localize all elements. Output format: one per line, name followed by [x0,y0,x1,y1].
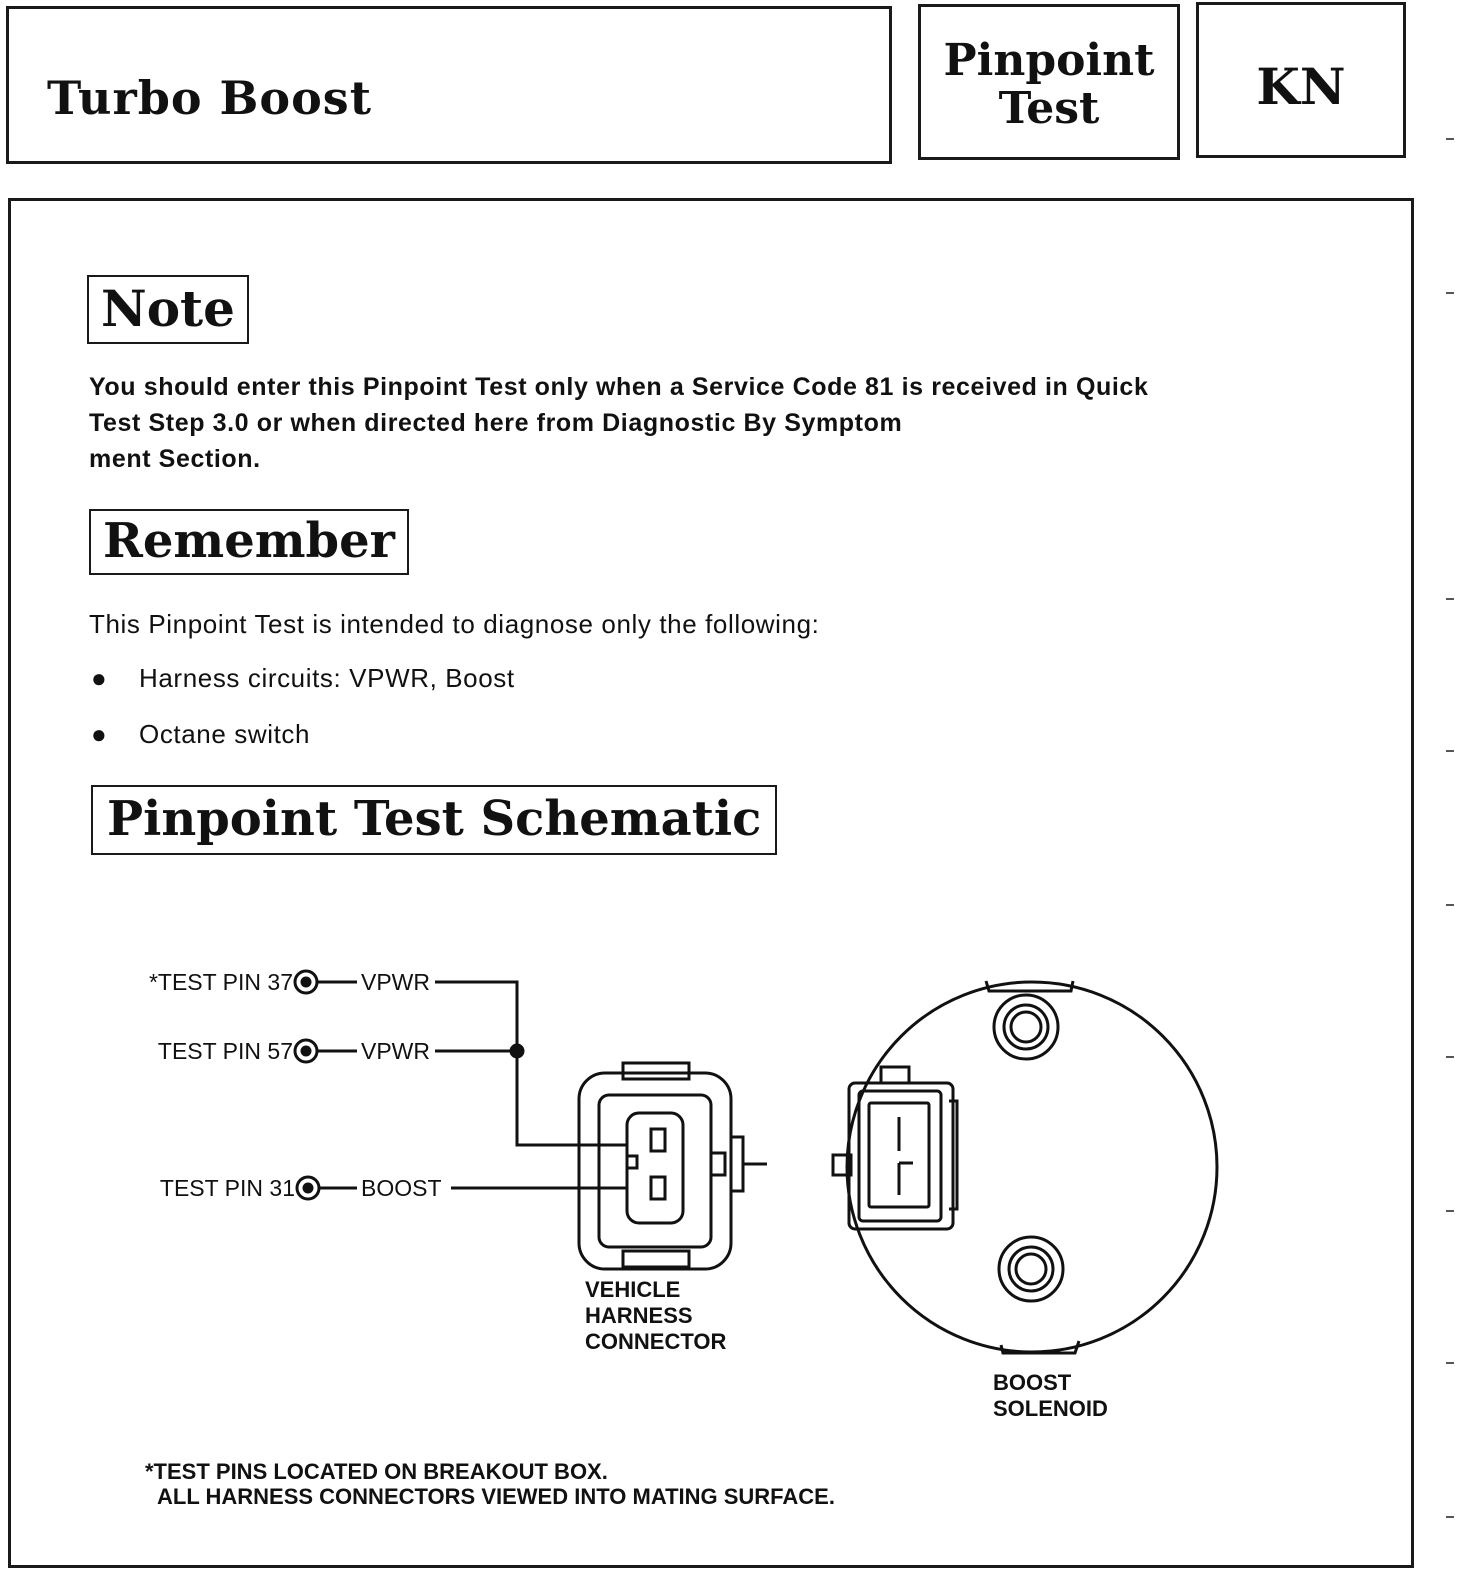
connector-label: HARNESS [585,1303,693,1328]
vehicle-harness-connector [579,1063,767,1269]
pinpoint-label-line1: Pinpoint [943,35,1155,86]
margin-mark [1446,138,1454,140]
note-heading: Note [87,275,249,344]
margin-mark [1446,1210,1454,1212]
solenoid-label: SOLENOID [993,1396,1108,1421]
bullet-text: Harness circuits: VPWR, Boost [139,663,515,693]
margin-mark [1446,750,1454,752]
remember-heading: Remember [89,509,409,575]
pin-signal: BOOST [361,1175,442,1201]
note-line-2: Test Step 3.0 or when directed here from Diagnostic By Symptom [89,409,903,437]
header-pinpoint-box [918,4,1180,160]
pin-signal: VPWR [361,969,430,995]
schematic-diagram [11,201,1391,1509]
pin-label: *TEST PIN 37 [148,969,293,995]
margin-mark [1446,598,1454,600]
bullet-text: Octane switch [139,719,311,749]
splice-node [511,1045,523,1057]
margin-mark [1446,1516,1454,1518]
note-line-3: ment Section. [89,445,261,473]
page-title: Turbo Boost [47,71,372,125]
pin-signal: VPWR [361,1038,430,1064]
margin-mark [1446,1056,1454,1058]
header-title-box [6,6,892,164]
test-code: KN [1256,57,1346,116]
main-panel [8,198,1414,1568]
bullet-dot-icon: ● [91,663,108,693]
margin-mark [1446,904,1454,906]
footnote-line-1: *TEST PINS LOCATED ON BREAKOUT BOX. [145,1459,608,1484]
margin-mark [1446,1362,1454,1364]
margin-mark [1446,292,1454,294]
connector-label: CONNECTOR [585,1329,727,1354]
pin-label: TEST PIN 31 [159,1175,295,1201]
bullet-dot-icon: ● [91,719,108,749]
boost-solenoid [833,981,1217,1353]
pin-label: TEST PIN 57 [157,1038,293,1064]
schematic-heading: Pinpoint Test Schematic [91,785,777,855]
solenoid-label: BOOST [993,1370,1072,1395]
remember-intro: This Pinpoint Test is intended to diagnose only the following: [89,609,820,639]
pinpoint-label-line2: Test [998,83,1100,134]
footnote-line-2: ALL HARNESS CONNECTORS VIEWED INTO MATING SURFACE. [157,1484,835,1509]
note-line-1: You should enter this Pinpoint Test only when a Service Code 81 is received in Quick [89,373,1149,401]
connector-label: VEHICLE [585,1277,681,1302]
header-code-box [1196,2,1406,158]
